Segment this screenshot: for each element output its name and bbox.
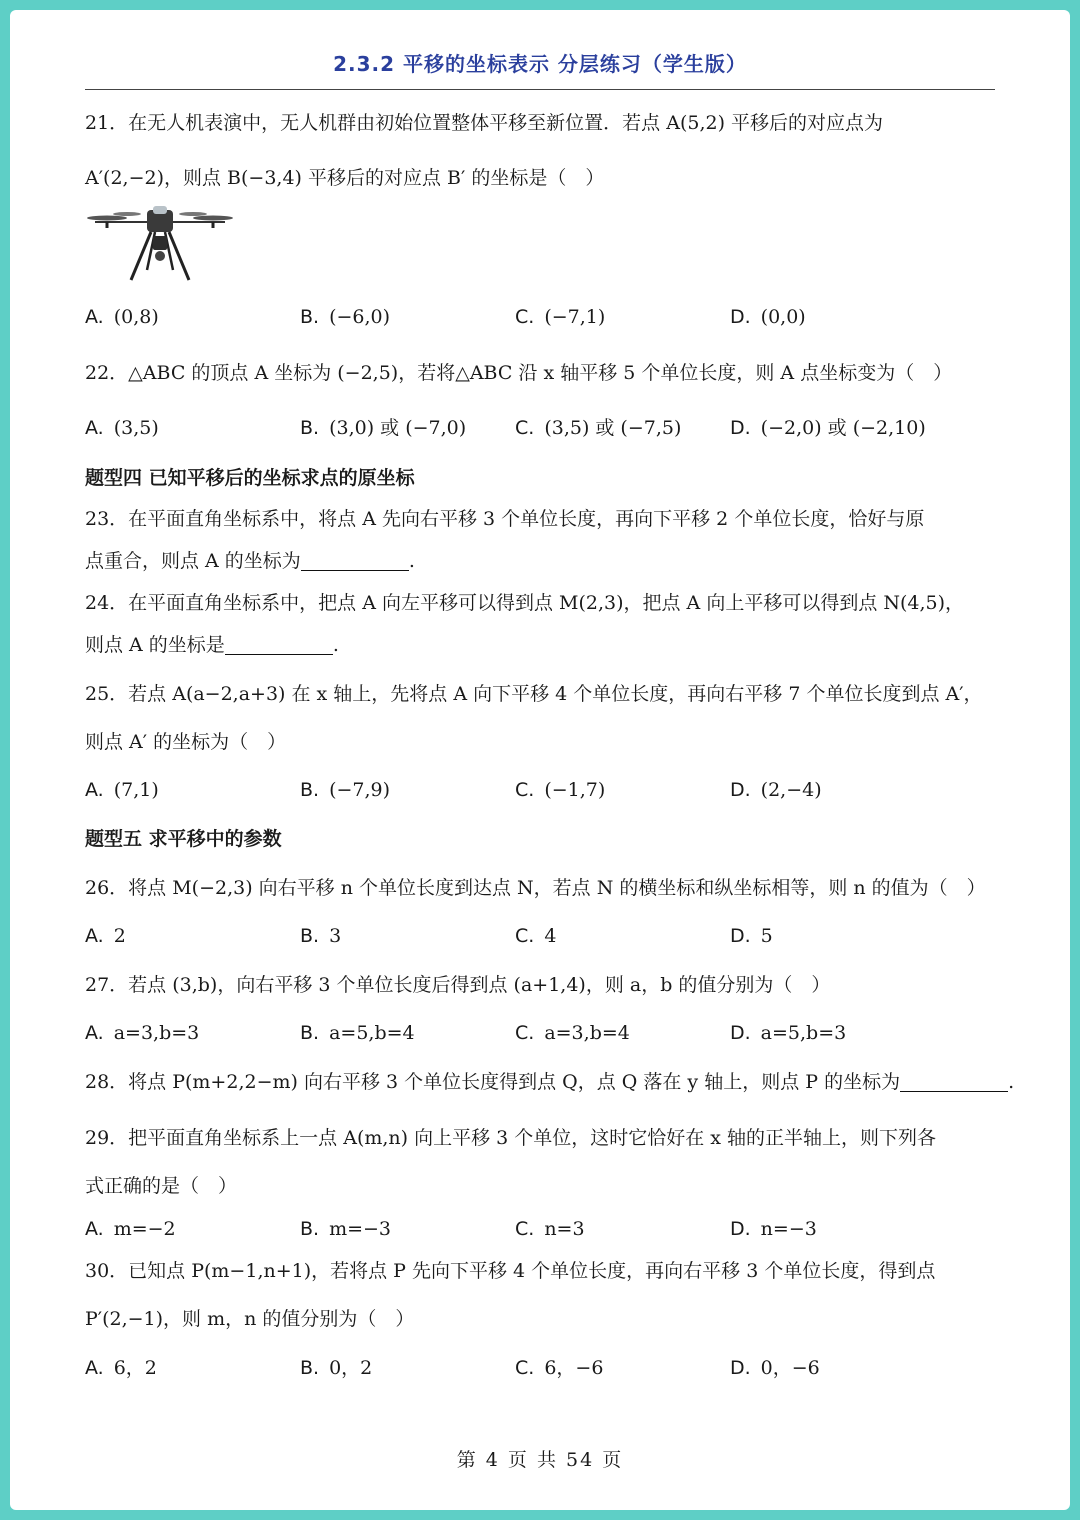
option-value: (2,−4): [760, 779, 822, 801]
q24-end: .: [332, 634, 339, 656]
header-rule: [85, 89, 995, 90]
option-key: D.: [730, 1357, 751, 1379]
option-value: (−1,7): [544, 779, 606, 801]
q21-option-d[interactable]: [730, 304, 806, 330]
option-value: m=−2: [113, 1218, 176, 1240]
option-key: A.: [85, 1022, 104, 1044]
option-key: C.: [515, 306, 535, 328]
q24-line1: 24．在平面直角坐标系中，把点 A 向左平移可以得到点 M(2,3)，把点 A 向上平移可以得到点 N(4,5)，: [85, 592, 965, 614]
q30-line1: 30．已知点 P(m−1,n+1)，若将点 P 先向下平移 4 个单位长度，再向右平移 3 个单位长度，得到点: [85, 1260, 936, 1282]
q25-line1: 25．若点 A(a−2,a+3) 在 x 轴上，先将点 A 向下平移 4 个单位长度，再向右平移 7 个单位长度到点 A′，: [85, 683, 983, 705]
q22-option-b[interactable]: [300, 415, 466, 441]
q25-option-a[interactable]: [85, 777, 159, 803]
q30-option-b[interactable]: [300, 1355, 372, 1381]
option-value: (3,0) 或 (−7,0): [329, 417, 467, 439]
drone-image: [85, 200, 235, 290]
q25-option-c[interactable]: [515, 777, 605, 803]
q21-line2: A′(2,−2)，则点 B(−3,4) 平移后的对应点 B′ 的坐标是（ ）: [85, 167, 605, 189]
q25-line2: 则点 A′ 的坐标为（ ）: [85, 731, 287, 753]
option-key: D.: [730, 1022, 751, 1044]
option-value: a=3,b=3: [113, 1022, 200, 1044]
q26-line1: 26．将点 M(−2,3) 向右平移 n 个单位长度到达点 N，若点 N 的横坐标和纵坐标相等，则 n 的值为（ ）: [85, 877, 986, 899]
option-key: B.: [300, 1218, 320, 1240]
option-value: 0，2: [329, 1357, 373, 1379]
option-value: 2: [113, 925, 126, 947]
option-value: a=5,b=4: [329, 1022, 415, 1044]
option-key: C.: [515, 779, 535, 801]
option-key: D.: [730, 417, 751, 439]
option-value: n=3: [544, 1218, 585, 1240]
q26-option-c[interactable]: [515, 923, 556, 949]
q27-option-b[interactable]: [300, 1020, 415, 1046]
option-key: A.: [85, 925, 104, 947]
option-value: (−7,9): [329, 779, 391, 801]
answer-blank[interactable]: [900, 1071, 1008, 1092]
q29-line1: 29．把平面直角坐标系上一点 A(m,n) 向上平移 3 个单位，这时它恰好在 x 轴的正半轴上，则下列各: [85, 1127, 937, 1149]
q24-line2: [85, 632, 339, 658]
q28-text: 28．将点 P(m+2,2−m) 向右平移 3 个单位长度得到点 Q，点 Q 落在 y 轴上，则点 P 的坐标为: [85, 1071, 901, 1093]
option-value: 6，2: [113, 1357, 157, 1379]
q29-option-d[interactable]: [730, 1216, 817, 1242]
option-key: C.: [515, 1022, 535, 1044]
q27-option-a[interactable]: [85, 1020, 199, 1046]
q22-option-a[interactable]: [85, 415, 159, 441]
section-heading-4: 题型四 已知平移后的坐标求点的原坐标: [85, 467, 415, 489]
section-heading-5: 题型五 求平移中的参数: [85, 828, 282, 850]
option-key: C.: [515, 1218, 535, 1240]
q21-option-c[interactable]: [515, 304, 605, 330]
q30-option-a[interactable]: [85, 1355, 157, 1381]
option-key: C.: [515, 1357, 535, 1379]
option-value: (7,1): [113, 779, 159, 801]
option-value: (−7,1): [544, 306, 606, 328]
option-key: C.: [515, 925, 535, 947]
option-value: a=3,b=4: [544, 1022, 630, 1044]
q26-option-b[interactable]: [300, 923, 341, 949]
q25-option-d[interactable]: [730, 777, 822, 803]
q27-option-c[interactable]: [515, 1020, 630, 1046]
q22-line1: 22．△ABC 的顶点 A 坐标为 (−2,5)，若将△ABC 沿 x 轴平移 5 个单位长度，则 A 点坐标变为（ ）: [85, 362, 953, 384]
option-value: 6，−6: [544, 1357, 604, 1379]
option-key: B.: [300, 306, 320, 328]
option-value: (0,0): [760, 306, 806, 328]
q29-line2: 式正确的是（ ）: [85, 1175, 238, 1197]
q24-line2-text: 则点 A 的坐标是: [85, 634, 225, 656]
q30-option-d[interactable]: [730, 1355, 820, 1381]
answer-blank[interactable]: [301, 550, 409, 571]
option-value: 5: [760, 925, 773, 947]
q30-option-c[interactable]: [515, 1355, 603, 1381]
q21-option-a[interactable]: [85, 304, 159, 330]
q21-line1: 21．在无人机表演中，无人机群由初始位置整体平移至新位置．若点 A(5,2) 平移后的对应点为: [85, 112, 884, 134]
page-header: 2.3.2 平移的坐标表示 分层练习（学生版）: [333, 52, 747, 76]
option-value: 3: [329, 925, 342, 947]
answer-blank[interactable]: [225, 634, 333, 655]
option-value: 4: [544, 925, 557, 947]
option-key: A.: [85, 306, 104, 328]
option-key: B.: [300, 417, 320, 439]
q22-option-d[interactable]: [730, 415, 926, 441]
q26-option-a[interactable]: [85, 923, 126, 949]
option-value: 0，−6: [760, 1357, 820, 1379]
q23-line2: [85, 548, 415, 574]
q29-option-b[interactable]: [300, 1216, 391, 1242]
option-key: B.: [300, 925, 320, 947]
option-value: (0,8): [113, 306, 159, 328]
option-key: A.: [85, 779, 104, 801]
option-key: C.: [515, 417, 535, 439]
option-key: D.: [730, 1218, 751, 1240]
page-footer: 第 4 页 共 54 页: [456, 1449, 624, 1471]
option-key: D.: [730, 306, 751, 328]
option-value: (3,5): [113, 417, 159, 439]
option-value: a=5,b=3: [760, 1022, 847, 1044]
q23-line2-text: 点重合，则点 A 的坐标为: [85, 550, 301, 572]
q21-option-b[interactable]: [300, 304, 390, 330]
q23-end: .: [408, 550, 415, 572]
q29-option-a[interactable]: [85, 1216, 176, 1242]
q28-end: .: [1008, 1071, 1015, 1093]
option-value: (−6,0): [329, 306, 391, 328]
option-value: m=−3: [329, 1218, 392, 1240]
q27-line1: 27．若点 (3,b)，向右平移 3 个单位长度后得到点 (a+1,4)，则 a，b 的值分别为（ ）: [85, 974, 831, 996]
option-value: (−2,0) 或 (−2,10): [760, 417, 926, 439]
q27-option-d[interactable]: [730, 1020, 846, 1046]
option-key: A.: [85, 417, 104, 439]
option-value: n=−3: [760, 1218, 817, 1240]
document-page: [10, 10, 1070, 1510]
option-key: A.: [85, 1357, 104, 1379]
q26-option-d[interactable]: [730, 923, 773, 949]
q25-option-b[interactable]: [300, 777, 390, 803]
q30-line2: P′(2,−1)，则 m，n 的值分别为（ ）: [85, 1308, 415, 1330]
q23-line1: 23．在平面直角坐标系中，将点 A 先向右平移 3 个单位长度，再向下平移 2 个单位长度，恰好与原: [85, 508, 925, 530]
option-key: D.: [730, 925, 751, 947]
q28-line1: [85, 1069, 1014, 1095]
option-key: B.: [300, 779, 320, 801]
option-key: B.: [300, 1357, 320, 1379]
option-key: B.: [300, 1022, 320, 1044]
option-key: A.: [85, 1218, 104, 1240]
q29-option-c[interactable]: [515, 1216, 585, 1242]
option-key: D.: [730, 779, 751, 801]
q22-option-c[interactable]: [515, 415, 681, 441]
option-value: (3,5) 或 (−7,5): [544, 417, 682, 439]
